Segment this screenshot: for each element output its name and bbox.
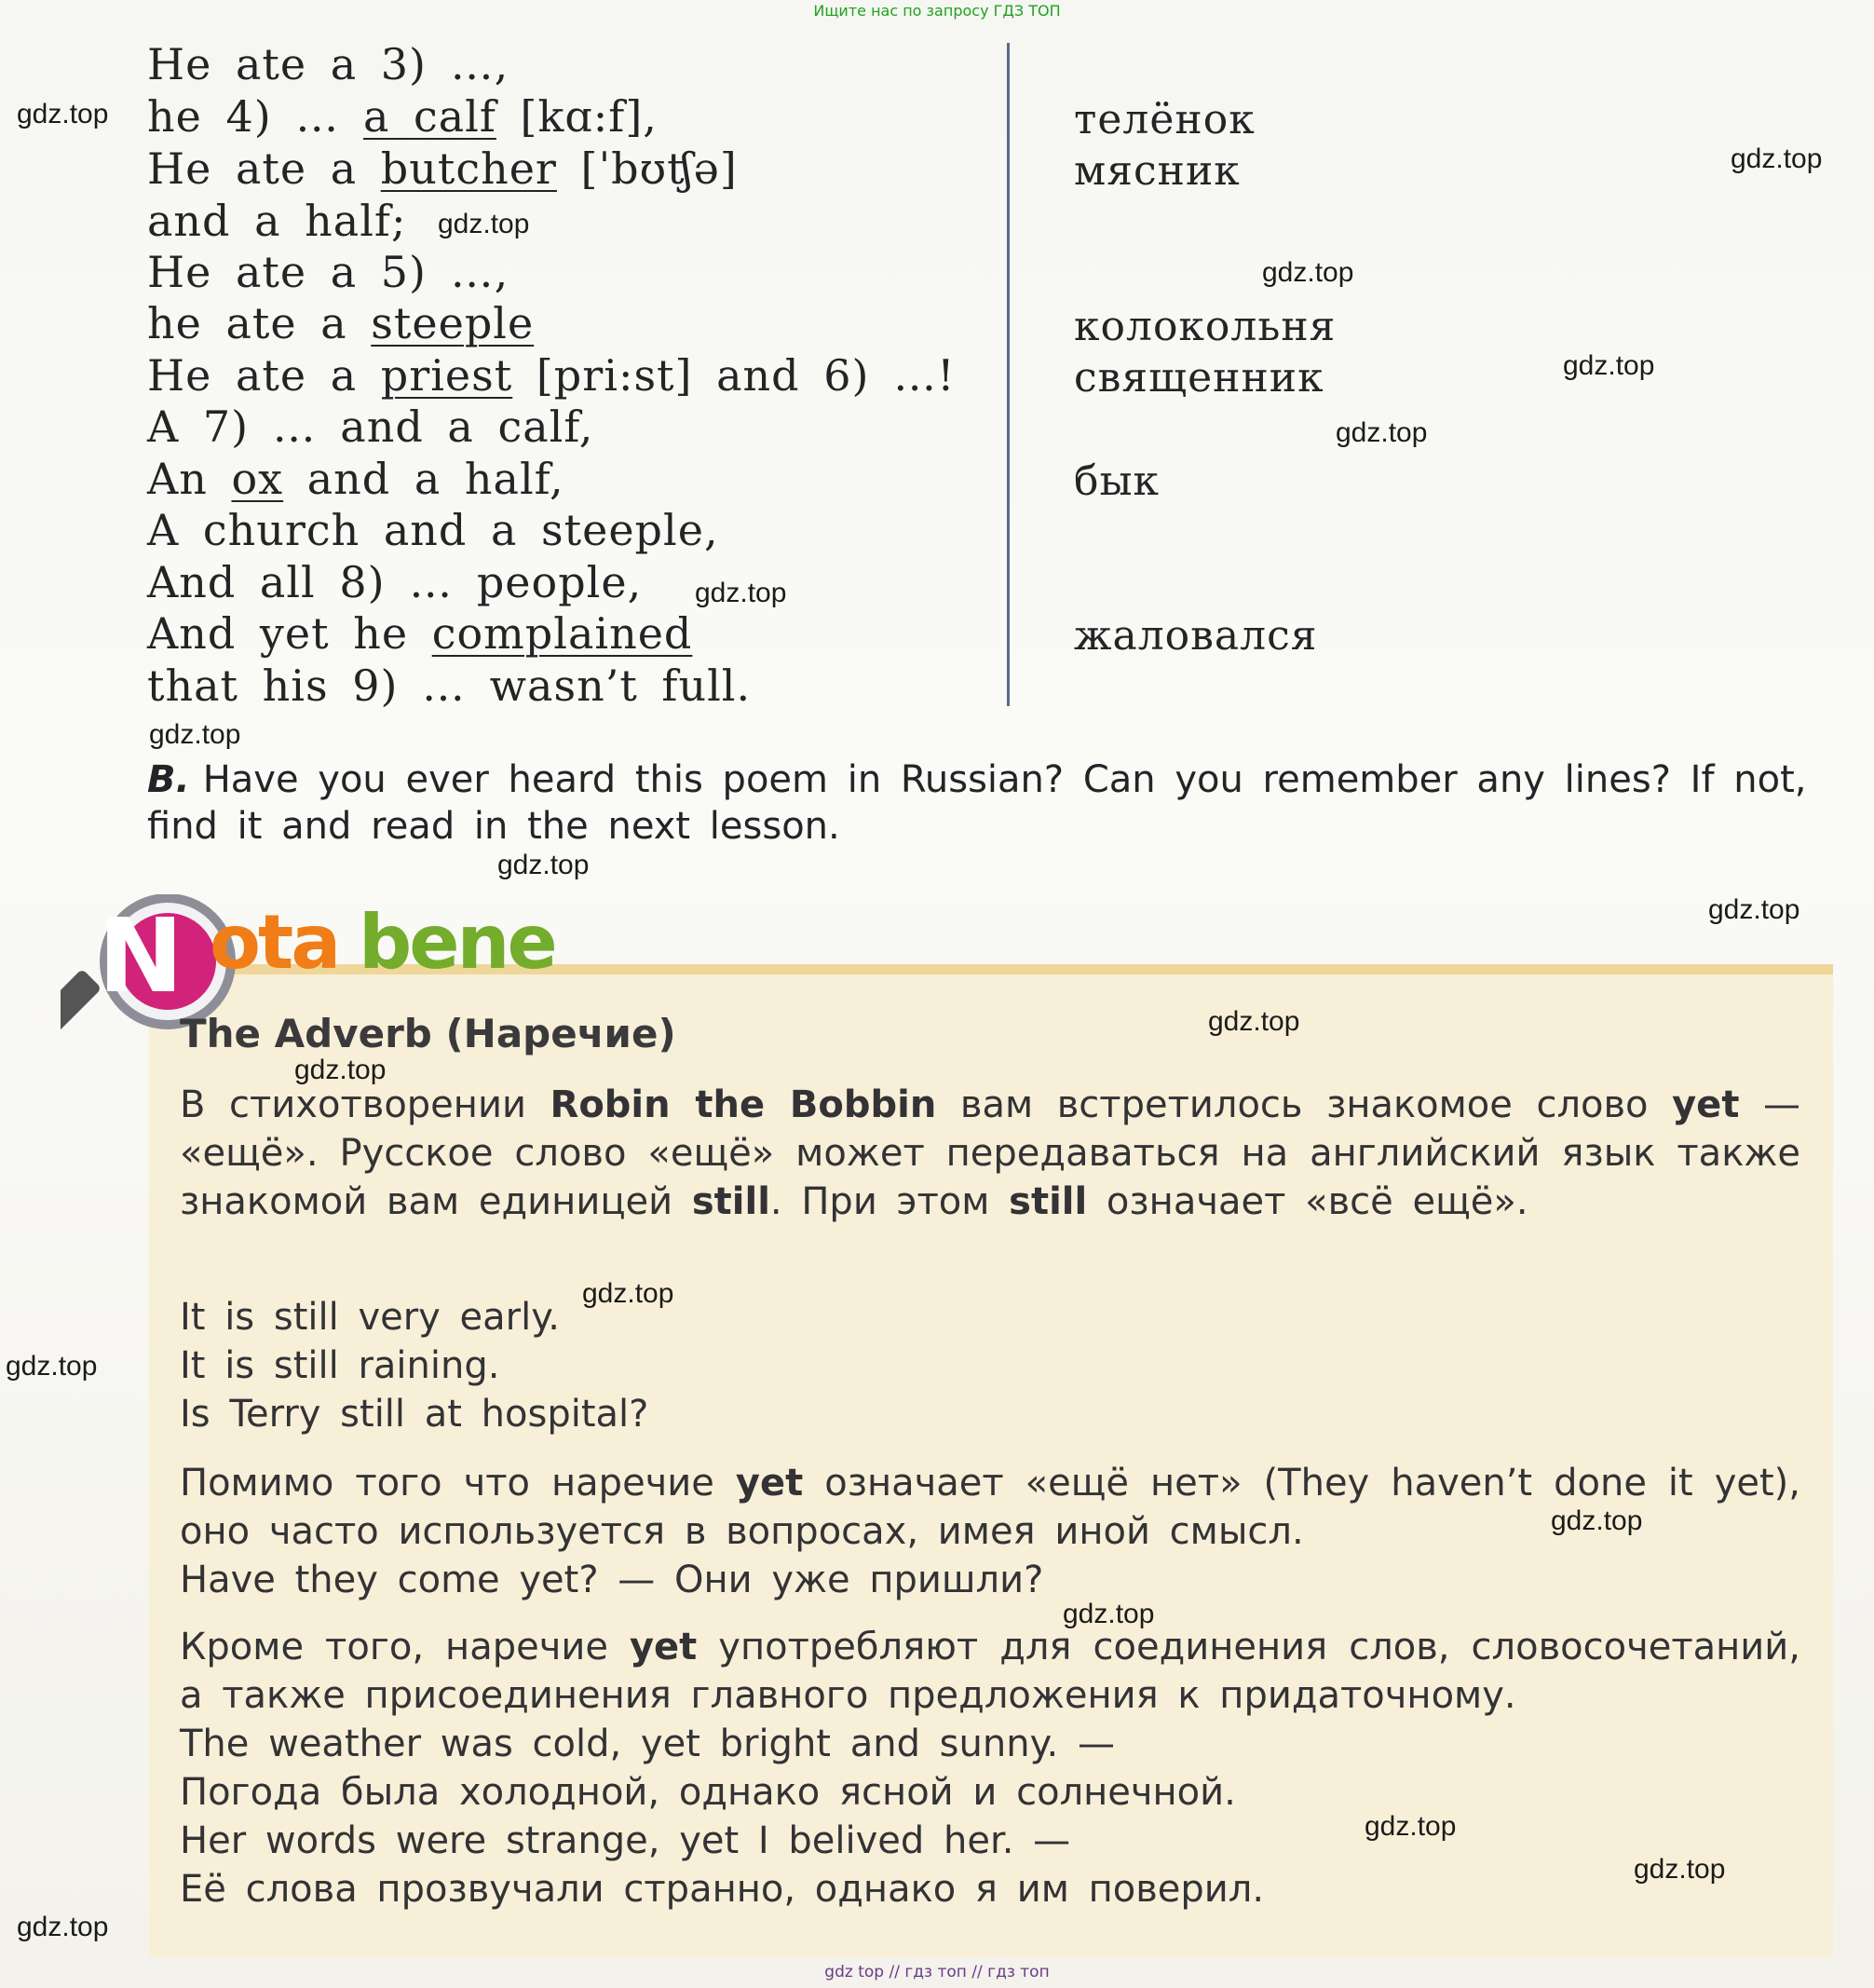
watermark: gdz.top — [1708, 894, 1800, 925]
gloss-steeple: колокольня — [1074, 303, 1337, 350]
gloss-ox: бык — [1074, 457, 1161, 505]
watermark: gdz.top — [582, 1278, 674, 1309]
example-yet-question: Have they come yet? — Они уже пришли? — [180, 1559, 1044, 1601]
watermark: gdz.top — [1365, 1811, 1457, 1842]
watermark: gdz.top — [1563, 350, 1655, 381]
nota-bene-paragraph-3: Кроме того, наречие yet употребляют для соединения слов, словосочетаний, а также присоединения главного предложения к придаточному. — [180, 1626, 1800, 1717]
gloss-priest: священник — [1074, 354, 1324, 402]
footer-watermark: gdz top // гдз топ // гдз топ — [824, 1963, 1050, 1981]
nota-bene-heading: The Adverb (Наречие) — [180, 1011, 676, 1056]
poem-line-2: he 4) … a calf [kɑ:f], — [147, 91, 658, 142]
task-b — [147, 756, 1833, 850]
watermark: gdz.top — [1551, 1505, 1643, 1536]
vocab-calf: a calf — [362, 91, 496, 142]
watermark: gdz.top — [149, 719, 241, 750]
poem-line-10: A church and a steeple, — [147, 505, 719, 555]
watermark: gdz.top — [1262, 257, 1354, 288]
watermark: gdz.top — [497, 850, 590, 880]
vocab-priest: priest — [380, 350, 513, 401]
watermark: gdz.top — [1731, 143, 1823, 174]
watermark: gdz.top — [1336, 417, 1428, 448]
poem-line-1: He ate a 3) …, — [147, 39, 509, 89]
example-yet-1-en: The weather was cold, yet bright and sunny. — — [180, 1722, 1115, 1765]
watermark: gdz.top — [6, 1351, 98, 1382]
watermark: gdz.top — [294, 1055, 387, 1085]
vocab-complained: complained — [431, 608, 693, 659]
example-yet-2-en: Her words were strange, yet I belived her. — — [180, 1819, 1071, 1862]
example-yet-2-ru: Её слова прозвучали странно, однако я им поверил. — [180, 1868, 1265, 1911]
vocab-steeple: steeple — [371, 298, 535, 348]
example-still-3: Is Terry still at hospital? — [180, 1393, 649, 1436]
poem-line-12: And yet he complained — [147, 608, 693, 659]
gloss-complained: жаловался — [1074, 612, 1318, 660]
poem-line-11: And all 8) … people, — [147, 557, 643, 607]
poem-line-7: He ate a priest [pri:st] and 6) …! — [147, 350, 956, 401]
nota-bene-paragraph-2: Помимо того что наречие yet означает «ещё нет» (They haven’t done it yet), оно часто используется в вопросах, имея иной смысл. — [180, 1462, 1800, 1553]
example-still-1: It is still very early. — [180, 1296, 560, 1339]
column-divider — [1007, 43, 1010, 706]
nota-bene-logo-n: N — [98, 896, 182, 1015]
poem-line-4: and a half; — [147, 196, 407, 246]
top-banner: Ищите нас по запросу ГДЗ ТОП — [813, 2, 1061, 20]
watermark: gdz.top — [1063, 1599, 1155, 1629]
task-b-label: B. — [147, 758, 190, 801]
watermark: gdz.top — [1634, 1854, 1726, 1885]
watermark: gdz.top — [695, 578, 787, 608]
nota-bene-logo-bene: bene — [359, 899, 555, 986]
watermark: gdz.top — [438, 209, 530, 239]
watermark: gdz.top — [1208, 1006, 1300, 1037]
nota-bene-paragraph-1: В стихотворении Robin the Bobbin вам встретилось знакомое слово yet — «ещё». Русское слово «ещё» может передаваться на английский язык также знакомой вам единицей still. При этом still означает «всё ещё». — [180, 1083, 1801, 1223]
nota-bene-logo-ota: ota — [210, 899, 339, 986]
watermark: gdz.top — [17, 1912, 109, 1942]
poem-line-5: He ate a 5) …, — [147, 247, 509, 297]
example-still-2: It is still raining. — [180, 1344, 500, 1387]
example-yet-1-ru: Погода была холодной, однако ясной и солнечной. — [180, 1771, 1236, 1814]
vocab-ox: ox — [231, 454, 284, 504]
poem-line-3: He ate a butcher [ˈbʊʧə] — [147, 143, 738, 194]
watermark: gdz.top — [17, 99, 109, 129]
poem-line-13: that his 9) … wasn’t full. — [147, 660, 752, 711]
poem-line-6: he ate a steeple — [147, 298, 535, 348]
poem-line-8: A 7) … and a calf, — [147, 402, 594, 452]
gloss-calf: телёнок — [1074, 96, 1256, 143]
gloss-butcher: мясник — [1074, 147, 1241, 195]
vocab-butcher: butcher — [380, 143, 557, 194]
poem-line-9: An ox and a half, — [147, 454, 564, 504]
task-b-text: Have you ever heard this poem in Russian? Can you remember any lines? If not, find it and read in the next lesson. — [147, 758, 1807, 848]
